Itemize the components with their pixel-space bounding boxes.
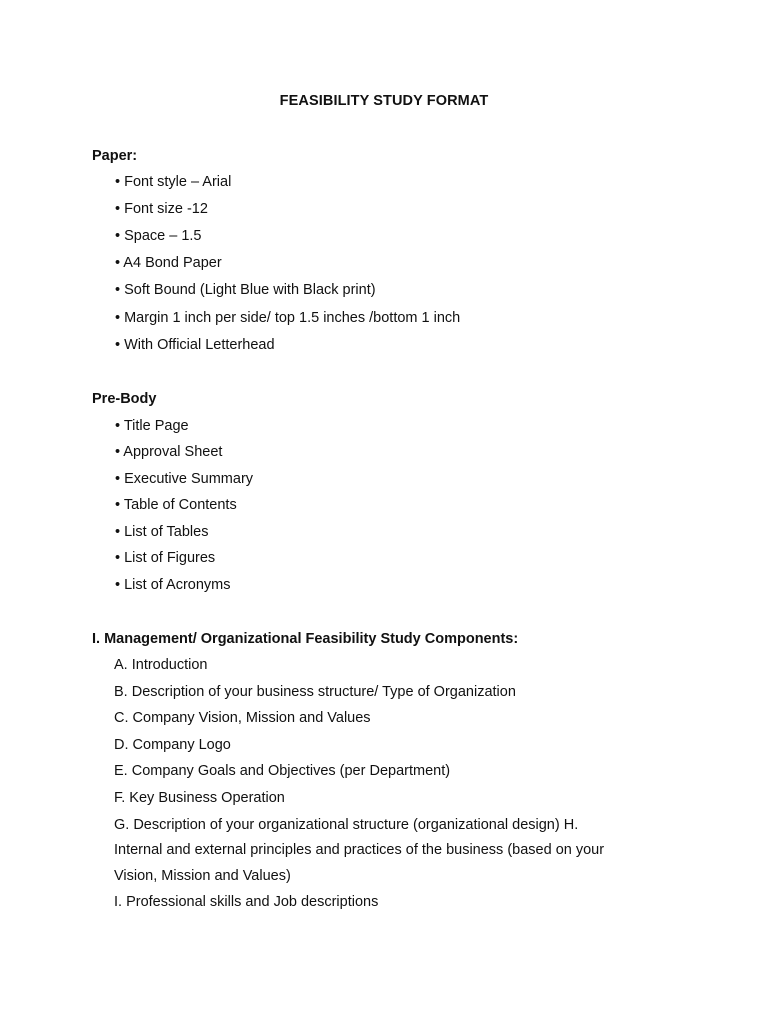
list-item: • List of Tables	[115, 524, 209, 540]
list-item-continuation: Internal and external principles and practices of the business (based on your	[114, 842, 605, 858]
document-title: FEASIBILITY STUDY FORMAT	[279, 93, 489, 109]
list-item: F. Key Business Operation	[114, 790, 285, 806]
list-item: • Space – 1.5	[115, 228, 202, 244]
list-item: • Table of Contents	[115, 497, 237, 513]
list-item: E. Company Goals and Objectives (per Department)	[114, 763, 451, 779]
section-heading-management: I. Management/ Organizational Feasibility Study Components:	[92, 631, 519, 647]
list-item: B. Description of your business structure/ Type of Organization	[114, 684, 516, 700]
list-item: • A4 Bond Paper	[115, 255, 222, 271]
section-heading-paper: Paper:	[92, 148, 138, 164]
list-item: • Margin 1 inch per side/ top 1.5 inches /bottom 1 inch	[115, 310, 461, 326]
list-item: • List of Figures	[115, 550, 216, 566]
section-heading-prebody: Pre-Body	[92, 391, 157, 407]
list-item: • With Official Letterhead	[115, 337, 275, 353]
list-item: • Font style – Arial	[115, 174, 232, 190]
list-item: • Executive Summary	[115, 471, 254, 487]
list-item: I. Professional skills and Job descriptions	[114, 894, 379, 910]
list-item: • Font size -12	[115, 201, 208, 217]
list-item: C. Company Vision, Mission and Values	[114, 710, 371, 726]
list-item: D. Company Logo	[114, 737, 231, 753]
list-item: • Approval Sheet	[115, 444, 223, 460]
list-item: • Title Page	[115, 418, 189, 434]
list-item: A. Introduction	[114, 657, 208, 673]
list-item: • Soft Bound (Light Blue with Black print)	[115, 282, 376, 298]
list-item: • List of Acronyms	[115, 577, 231, 593]
list-item: G. Description of your organizational structure (organizational design) H.	[114, 817, 579, 833]
list-item-continuation: Vision, Mission and Values)	[114, 868, 291, 884]
